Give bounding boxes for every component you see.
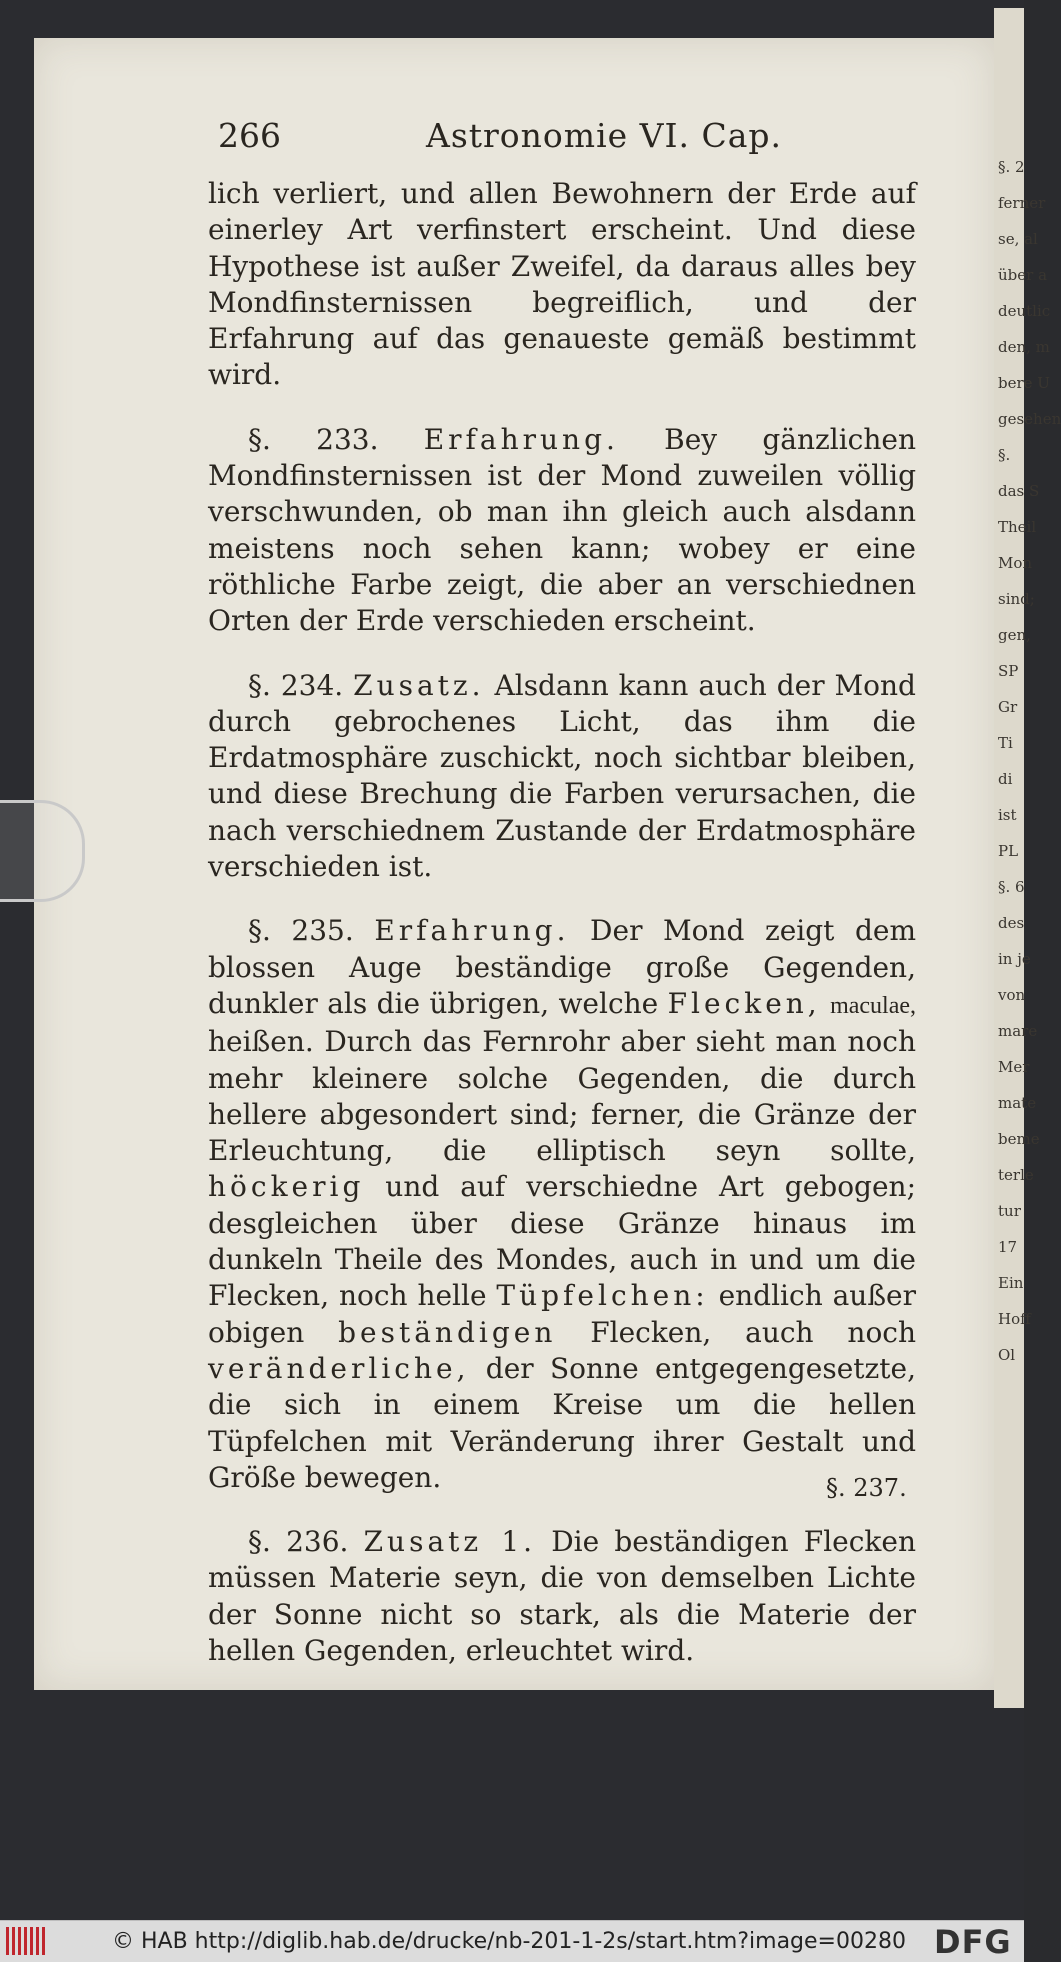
page-clip-holder	[0, 800, 85, 902]
neighbor-fragment: §.	[998, 446, 1011, 464]
neighbor-fragment: mare	[998, 1022, 1038, 1040]
neighbor-fragment: über a	[998, 266, 1048, 284]
neighbor-fragment: sind;	[998, 590, 1035, 608]
term-veraenderliche: veränderliche,	[208, 1351, 470, 1385]
dfg-logo: DFG	[934, 1923, 1012, 1961]
neighbor-fragment: SP	[998, 662, 1019, 680]
neighbor-fragment: gen,	[998, 626, 1031, 644]
neighbor-fragment: Ein	[998, 1274, 1024, 1292]
section-text: und auf verschiedne Art gebogen; desgleichen über diese Gränze hinaus im dunkeln Theile des Mondes, auch in und um die Flecken, noch helle	[208, 1170, 917, 1313]
term-flecken: Flecken,	[667, 986, 821, 1020]
neighbor-fragment: se, al	[998, 230, 1038, 248]
neighbor-fragment: §. 6	[998, 878, 1025, 896]
neighbor-fragment: bere U	[998, 374, 1050, 392]
neighbor-page-edge	[994, 8, 1061, 1708]
neighbor-fragment: tur	[998, 1202, 1021, 1220]
section-label: Erfahrung.	[374, 914, 570, 948]
neighbor-fragment: mate	[998, 1094, 1037, 1112]
neighbor-fragment: Theil	[998, 518, 1037, 536]
running-head	[218, 116, 918, 156]
neighbor-fragment: Gr	[998, 698, 1018, 716]
neighbor-fragment: den, m	[998, 338, 1050, 356]
neighbor-fragment: von	[998, 986, 1026, 1004]
term-hoeckerig: höckerig	[208, 1170, 365, 1204]
term-bestaendigen: beständigen	[338, 1315, 557, 1349]
neighbor-fragment: ist	[998, 806, 1017, 824]
neighbor-fragment: terle	[998, 1166, 1034, 1184]
section-text: Die beständigen Flecken müssen Materie seyn, die von demselben Lichte der Sonne nicht so stark, als die Materie der hellen Gegenden, erleuchtet wird.	[208, 1525, 916, 1667]
paragraph-235	[208, 913, 916, 1496]
neighbor-fragment: ferner	[998, 194, 1046, 212]
neighbor-fragment: das S	[998, 482, 1040, 500]
term-tuepfelchen: Tüpfelchen:	[496, 1279, 709, 1313]
neighbor-fragment: 17	[998, 1238, 1018, 1256]
section-text: Alsdann kann auch der Mond durch gebrochenes Licht, das ihm die Erdatmosphäre zuschickt, noch sichtbar bleiben, und diese Brechung die Farben verursachen, die nach verschiednem Zustande der Erdatmosphäre verschieden ist.	[208, 668, 916, 884]
neighbor-fragment: Mon	[998, 554, 1033, 572]
hab-logo-icon	[6, 1927, 46, 1955]
neighbor-fragment: deutlic	[998, 302, 1051, 320]
neighbor-fragment: Ti	[998, 734, 1013, 752]
catchword: §. 237.	[826, 1474, 907, 1502]
page-number: 266	[218, 116, 281, 155]
neighbor-fragment: des	[998, 914, 1025, 932]
neighbor-fragment: Hoff	[998, 1310, 1031, 1328]
section-number: §. 235.	[248, 914, 354, 948]
neighbor-fragment: Ol	[998, 1346, 1016, 1364]
section-number: §. 234.	[248, 668, 344, 702]
section-label: Zusatz.	[353, 668, 485, 702]
page-body	[208, 176, 916, 1669]
paragraph-continuation: lich verliert, und allen Bewohnern der Erde auf einerley Art verfinstert erscheint. Und diese Hypothese ist außer Zweifel, da daraus alles bey Mondfinsternissen begreiflich, und der Erfahrung auf das genaueste gemäß bestimmt wird.	[208, 177, 916, 392]
section-label: Erfahrung.	[423, 422, 619, 456]
term-maculae: maculae,	[830, 992, 917, 1019]
section-text: Bey gänzlichen Mondfinsternissen ist der Mond zuweilen völlig verschwunden, ob man ihn gleich auch alsdann meistens noch sehen kann; wobey er eine röthliche Farbe zeigt, die aber an verschiednen Orten der Erde verschieden erscheint.	[208, 422, 916, 638]
section-text: Der Mond zeigt dem blossen Auge beständige große Gegenden, dunkler als die übrigen, welche	[208, 914, 917, 1020]
section-label: Zusatz 1.	[363, 1525, 537, 1559]
neighbor-fragment: in je	[998, 950, 1031, 968]
neighbor-fragment: PL	[998, 842, 1019, 860]
neighbor-fragment: Mer	[998, 1058, 1030, 1076]
neighbor-fragment: beme	[998, 1130, 1040, 1148]
section-text: endlich außer obigen	[208, 1279, 916, 1349]
paragraph-236	[208, 1524, 916, 1669]
chapter-title: Astronomie VI. Cap.	[426, 116, 783, 155]
copyright-link[interactable]: © HAB http://diglib.hab.de/drucke/nb-201-1-2s/start.htm?image=00280	[112, 1929, 906, 1954]
section-text: heißen. Durch das Fernrohr aber sieht man noch mehr kleinere solche Gegenden, die durch hellere abgesondert sind; ferner, die Gränze der Erleuchtung, die elliptisch seyn sollte,	[208, 1025, 916, 1168]
paragraph-233	[208, 422, 916, 640]
section-text: Flecken, auch noch	[590, 1315, 917, 1349]
viewer-footer	[0, 1920, 1024, 1962]
section-number: §. 236.	[248, 1525, 349, 1559]
section-text: der Sonne entgegengesetzte, die sich in einem Kreise um die hellen Tüpfelchen mit Veränderung ihrer Gestalt und Größe bewegen.	[208, 1351, 916, 1494]
neighbor-fragment: gesehen	[998, 410, 1061, 428]
neighbor-fragment: §. 2	[998, 158, 1025, 176]
neighbor-fragment: di	[998, 770, 1013, 788]
section-number: §. 233.	[248, 422, 379, 456]
paragraph-234	[208, 668, 916, 886]
